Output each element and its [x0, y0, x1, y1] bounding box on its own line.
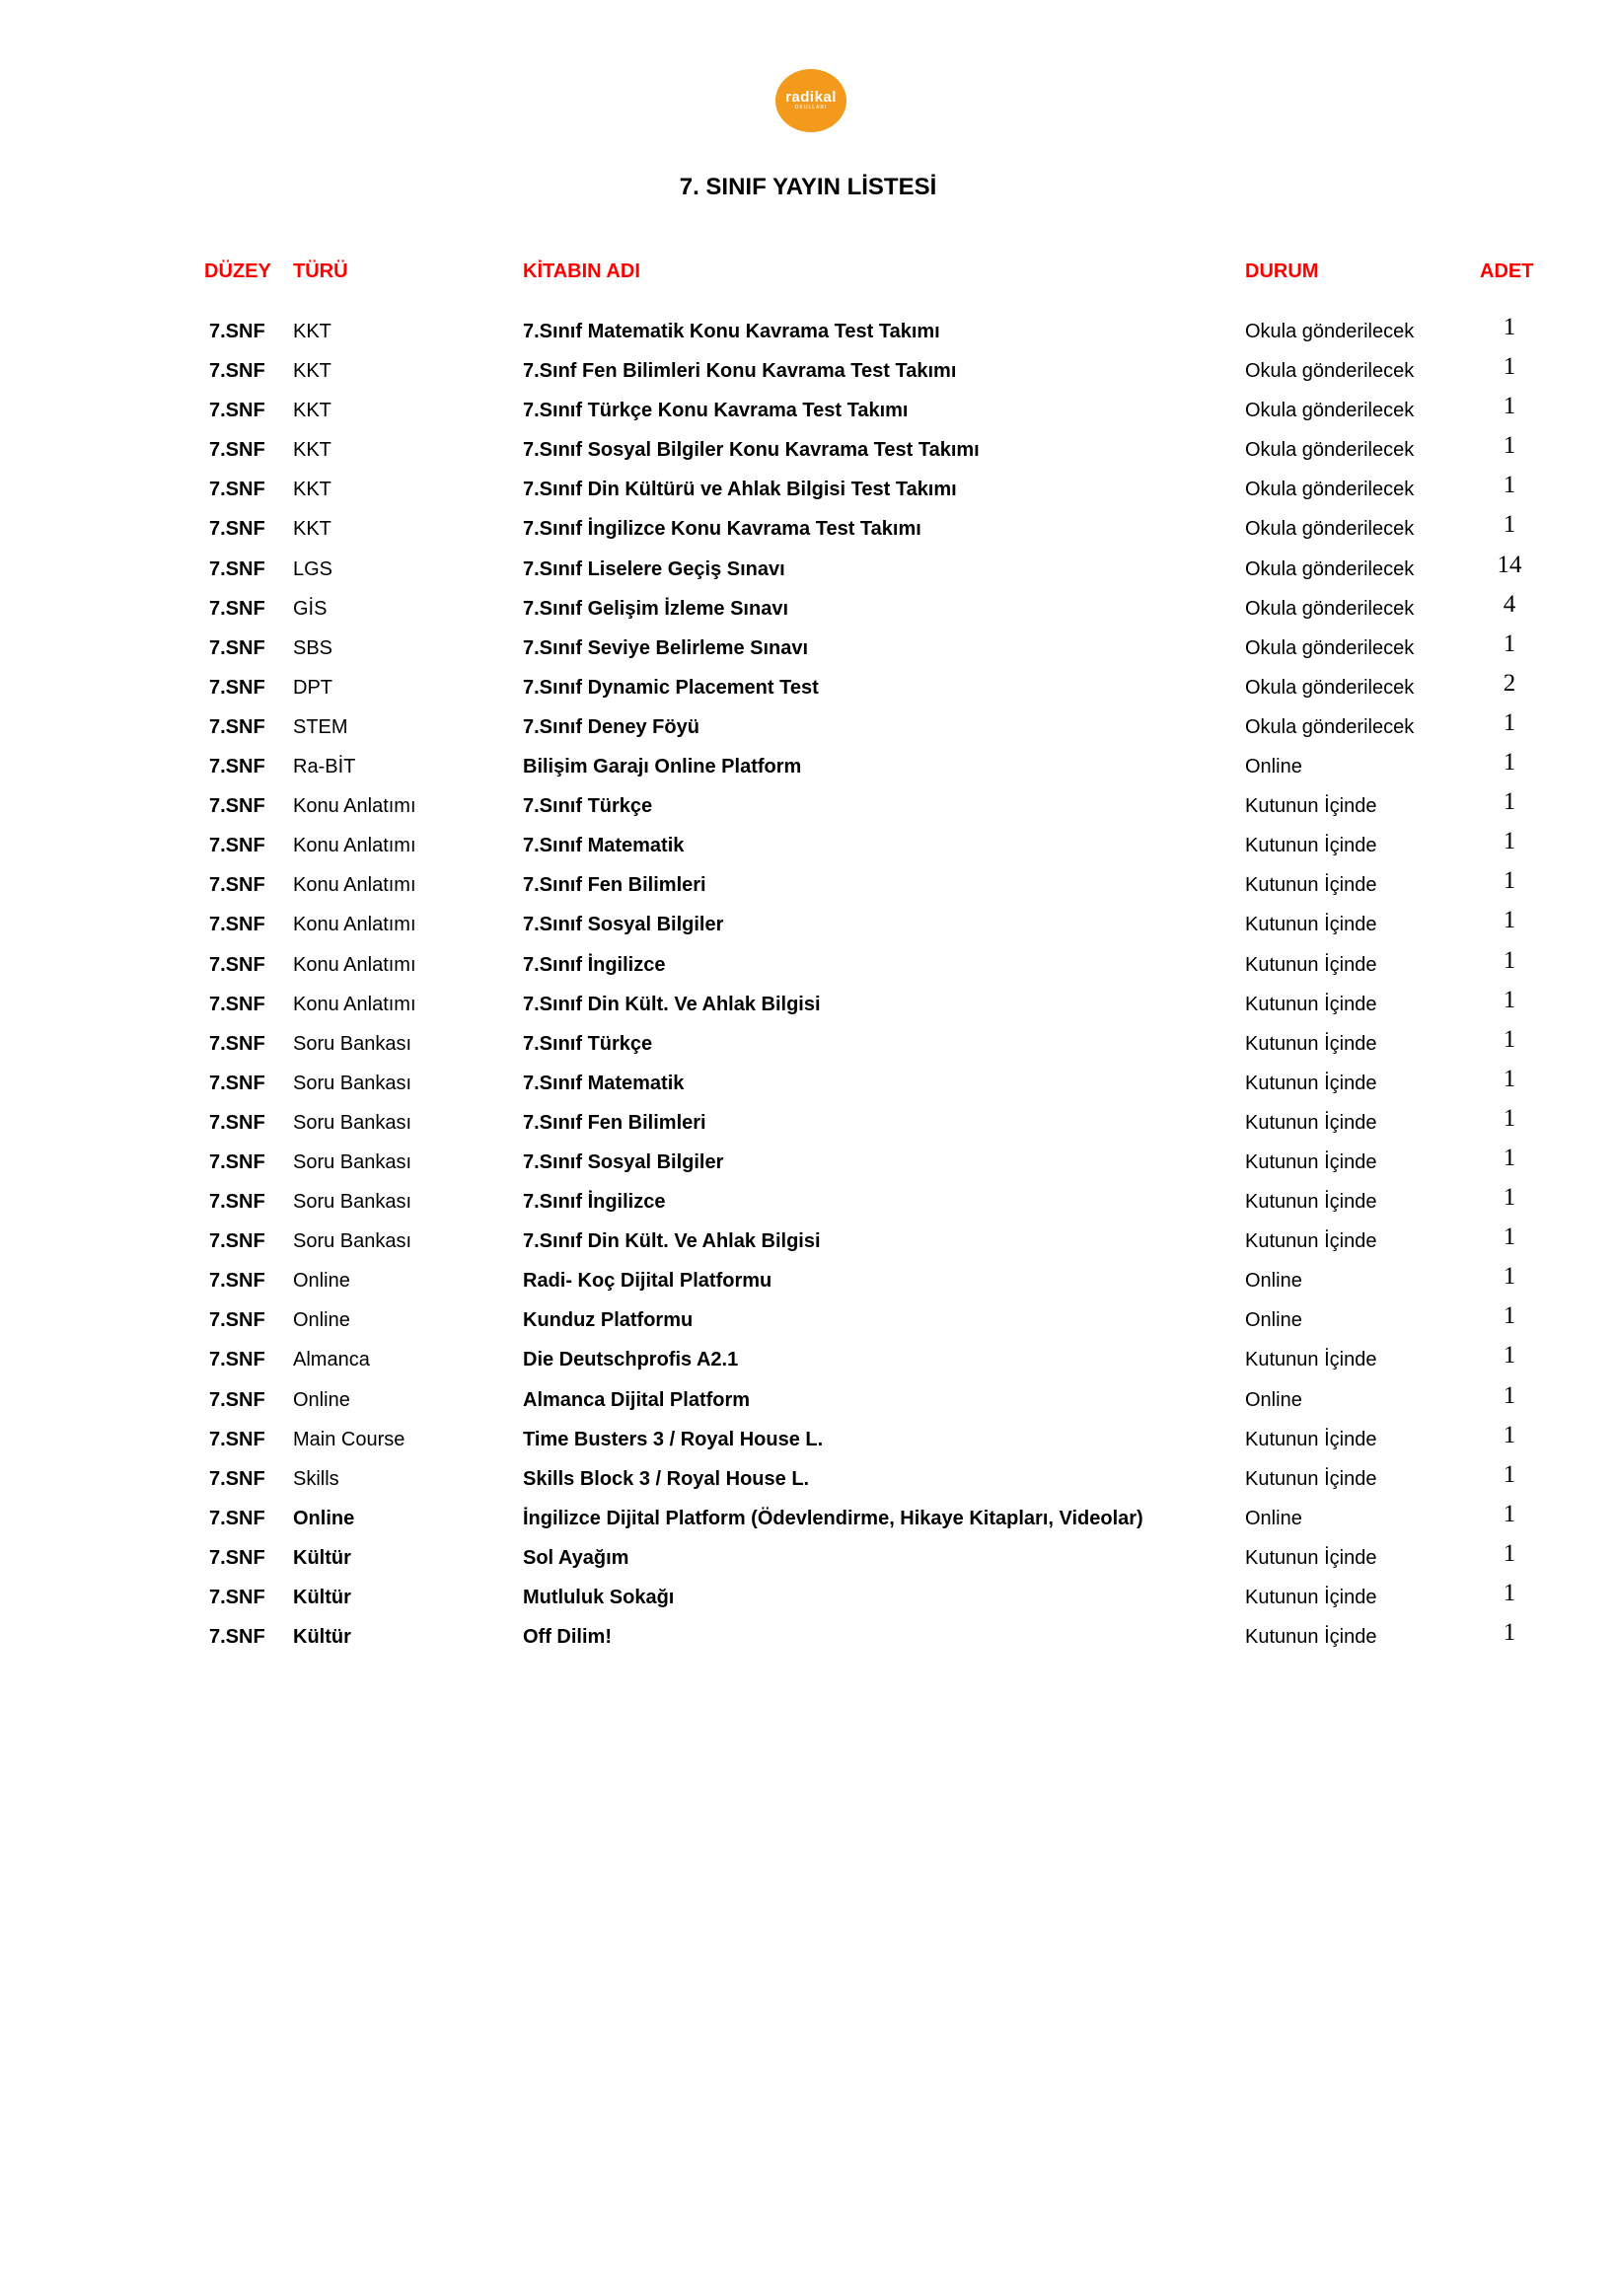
table-row: [0, 830, 1616, 869]
count-cell: 1: [1503, 432, 1516, 460]
type-cell: Konu Anlatımı: [293, 993, 416, 1015]
count-cell: 1: [1503, 1342, 1516, 1370]
type-cell: Soru Bankası: [293, 1150, 412, 1173]
type-cell: SBS: [293, 636, 333, 659]
header-type: TÜRÜ: [293, 260, 348, 282]
level-cell: 7.SNF: [209, 1191, 265, 1214]
book-name-cell: Sol Ayağım: [523, 1546, 629, 1569]
status-cell: Online: [1245, 1388, 1302, 1411]
type-cell: KKT: [293, 400, 331, 422]
table-row: [0, 708, 1616, 751]
count-cell: 1: [1503, 1263, 1516, 1291]
table-row: [0, 986, 1616, 1028]
table-row: [0, 316, 1616, 355]
count-cell: 1: [1503, 749, 1516, 777]
count-cell: 1: [1503, 1421, 1516, 1448]
table-row: [0, 395, 1616, 434]
book-name-cell: 7.Sınıf Sosyal Bilgiler Konu Kavrama Test Takımı: [523, 439, 980, 462]
page-title: 7. SINIF YAYIN LİSTESİ: [679, 174, 937, 200]
level-cell: 7.SNF: [209, 835, 265, 857]
type-cell: STEM: [293, 715, 348, 738]
status-cell: Kutunun İçinde: [1245, 1626, 1377, 1649]
table-row: [0, 434, 1616, 474]
book-name-cell: 7.Sınıf Sosyal Bilgiler: [523, 914, 724, 936]
level-cell: 7.SNF: [209, 1111, 265, 1134]
level-cell: 7.SNF: [209, 874, 265, 897]
level-cell: 7.SNF: [209, 993, 265, 1015]
count-cell: 2: [1503, 669, 1516, 697]
type-cell: Soru Bankası: [293, 1072, 412, 1094]
table-row: [0, 1144, 1616, 1186]
level-cell: 7.SNF: [209, 1072, 265, 1094]
book-name-cell: 7.Sınıf Liselere Geçiş Sınavı: [523, 557, 785, 580]
type-cell: Ra-BİT: [293, 756, 356, 778]
table-row: [0, 1304, 1616, 1344]
book-name-cell: 7.Sınıf Fen Bilimleri: [523, 1111, 706, 1134]
type-cell: KKT: [293, 518, 331, 541]
count-cell: 1: [1503, 1223, 1516, 1251]
table-row: [0, 632, 1616, 672]
count-cell: 1: [1503, 828, 1516, 855]
radikal-logo: [775, 69, 846, 132]
level-cell: 7.SNF: [209, 1467, 265, 1490]
book-name-cell: 7.Sınıf Gelişim İzleme Sınavı: [523, 597, 788, 620]
header-name: KİTABIN ADI: [523, 260, 640, 282]
book-name-cell: Off Dilim!: [523, 1626, 612, 1649]
table-row: [0, 669, 1616, 711]
status-cell: Online: [1245, 1507, 1302, 1529]
type-cell: Almanca: [293, 1349, 370, 1371]
level-cell: 7.SNF: [209, 1032, 265, 1055]
type-cell: Online: [293, 1309, 350, 1332]
type-cell: KKT: [293, 321, 331, 342]
status-cell: Okula gönderilecek: [1245, 321, 1415, 342]
book-name-cell: Radi- Koç Dijital Platformu: [523, 1270, 772, 1293]
status-cell: Kutunun İçinde: [1245, 874, 1377, 897]
type-cell: Konu Anlatımı: [293, 874, 416, 897]
book-name-cell: 7.Sınıf Matematik: [523, 1072, 685, 1094]
level-cell: 7.SNF: [209, 1587, 265, 1608]
book-name-cell: 7.Sınf Fen Bilimleri Konu Kavrama Test Takımı: [523, 360, 957, 383]
type-cell: Konu Anlatımı: [293, 914, 416, 936]
status-cell: Kutunun İçinde: [1245, 1587, 1377, 1608]
count-cell: 1: [1503, 353, 1516, 381]
level-cell: 7.SNF: [209, 557, 265, 580]
table-row: [0, 1460, 1616, 1503]
book-name-cell: 7.Sınıf Matematik: [523, 835, 685, 857]
status-cell: Kutunun İçinde: [1245, 1150, 1377, 1173]
type-cell: Online: [293, 1270, 350, 1293]
status-cell: Kutunun İçinde: [1245, 1111, 1377, 1134]
status-cell: Kutunun İçinde: [1245, 795, 1377, 818]
book-list-table: [0, 316, 1616, 1661]
table-row: [0, 869, 1616, 909]
status-cell: Online: [1245, 1270, 1302, 1293]
book-name-cell: Almanca Dijital Platform: [523, 1388, 751, 1411]
table-row: [0, 946, 1616, 989]
status-cell: Okula gönderilecek: [1245, 676, 1415, 699]
level-cell: 7.SNF: [209, 1230, 265, 1253]
count-cell: 1: [1503, 1381, 1516, 1409]
table-row: [0, 1225, 1616, 1265]
header-count: ADET: [1480, 260, 1534, 282]
status-cell: Kutunun İçinde: [1245, 1349, 1377, 1371]
book-name-cell: 7.Sınıf Din Kültürü ve Ahlak Bilgisi Test Takımı: [523, 479, 957, 501]
header-level: DÜZEY: [204, 260, 271, 282]
status-cell: Online: [1245, 1309, 1302, 1332]
table-row: [0, 751, 1616, 790]
table-row: [0, 355, 1616, 395]
count-cell: 1: [1503, 1065, 1516, 1092]
status-cell: Kutunun İçinde: [1245, 914, 1377, 936]
book-name-cell: 7.Sınıf Din Kült. Ve Ahlak Bilgisi: [523, 993, 821, 1015]
book-name-cell: 7.Sınıf Fen Bilimleri: [523, 874, 706, 897]
level-cell: 7.SNF: [209, 1150, 265, 1173]
count-cell: 1: [1503, 1539, 1516, 1567]
status-cell: Kutunun İçinde: [1245, 1230, 1377, 1253]
status-cell: Okula gönderilecek: [1245, 400, 1415, 422]
count-cell: 1: [1503, 1144, 1516, 1171]
table-row: [0, 1582, 1616, 1621]
level-cell: 7.SNF: [209, 321, 265, 342]
level-cell: 7.SNF: [209, 1270, 265, 1293]
status-cell: Okula gönderilecek: [1245, 715, 1415, 738]
table-row: [0, 1025, 1616, 1068]
type-cell: Soru Bankası: [293, 1230, 412, 1253]
type-cell: DPT: [293, 676, 332, 699]
level-cell: 7.SNF: [209, 795, 265, 818]
type-cell: Online: [293, 1507, 355, 1529]
book-name-cell: 7.Sınıf Türkçe Konu Kavrama Test Takımı: [523, 400, 909, 422]
count-cell: 1: [1503, 1184, 1516, 1212]
book-name-cell: 7.Sınıf Dynamic Placement Test: [523, 676, 819, 699]
status-cell: Kutunun İçinde: [1245, 1032, 1377, 1055]
status-cell: Kutunun İçinde: [1245, 835, 1377, 857]
book-name-cell: 7.Sınıf Türkçe: [523, 1032, 653, 1055]
count-cell: 1: [1503, 986, 1516, 1013]
table-row: [0, 1065, 1616, 1107]
status-cell: Kutunun İçinde: [1245, 1467, 1377, 1490]
table-row: [0, 1500, 1616, 1542]
level-cell: 7.SNF: [209, 439, 265, 462]
level-cell: 7.SNF: [209, 756, 265, 778]
count-cell: 1: [1503, 1580, 1516, 1606]
count-cell: 1: [1503, 1025, 1516, 1053]
book-name-cell: 7.Sınıf İngilizce: [523, 1191, 666, 1214]
book-name-cell: Mutluluk Sokağı: [523, 1587, 675, 1608]
level-cell: 7.SNF: [209, 518, 265, 541]
type-cell: Kültür: [293, 1546, 351, 1569]
count-cell: 1: [1503, 630, 1516, 657]
level-cell: 7.SNF: [209, 636, 265, 659]
status-cell: Okula gönderilecek: [1245, 479, 1415, 501]
logo-subtext: OKULLARI: [794, 105, 828, 111]
book-name-cell: Die Deutschprofis A2.1: [523, 1349, 739, 1371]
level-cell: 7.SNF: [209, 676, 265, 699]
type-cell: GİS: [293, 597, 328, 620]
count-cell: 1: [1503, 946, 1516, 974]
status-cell: Kutunun İçinde: [1245, 1428, 1377, 1450]
table-row: [0, 1381, 1616, 1424]
count-cell: 1: [1503, 1302, 1516, 1330]
level-cell: 7.SNF: [209, 360, 265, 383]
type-cell: Kültür: [293, 1587, 351, 1608]
level-cell: 7.SNF: [209, 1309, 265, 1332]
table-row: [0, 1539, 1616, 1582]
status-cell: Okula gönderilecek: [1245, 636, 1415, 659]
type-cell: Skills: [293, 1467, 339, 1490]
book-name-cell: İngilizce Dijital Platform (Ödevlendirme, Hikaye Kitapları, Videolar): [523, 1507, 1143, 1529]
level-cell: 7.SNF: [209, 1546, 265, 1569]
book-name-cell: 7.Sınıf Seviye Belirleme Sınavı: [523, 636, 809, 659]
table-row: [0, 1186, 1616, 1225]
book-name-cell: Skills Block 3 / Royal House L.: [523, 1467, 810, 1490]
book-name-cell: 7.Sınıf İngilizce Konu Kavrama Test Takımı: [523, 518, 921, 541]
table-row: [0, 1421, 1616, 1463]
type-cell: Online: [293, 1388, 350, 1411]
status-cell: Okula gönderilecek: [1245, 360, 1415, 383]
status-cell: Okula gönderilecek: [1245, 439, 1415, 462]
count-cell: 1: [1503, 708, 1516, 736]
level-cell: 7.SNF: [209, 597, 265, 620]
table-row: [0, 474, 1616, 513]
level-cell: 7.SNF: [209, 1349, 265, 1371]
table-row: [0, 590, 1616, 632]
level-cell: 7.SNF: [209, 479, 265, 501]
type-cell: Main Course: [293, 1428, 405, 1450]
book-name-cell: 7.Sınıf İngilizce: [523, 953, 666, 976]
count-cell: 1: [1503, 511, 1516, 539]
table-row: [0, 1621, 1616, 1661]
status-cell: Okula gönderilecek: [1245, 557, 1415, 580]
count-cell: 1: [1503, 788, 1516, 816]
header-status: DURUM: [1245, 260, 1319, 282]
count-cell: 1: [1503, 314, 1516, 340]
table-row: [0, 1104, 1616, 1147]
count-cell: 1: [1503, 1619, 1516, 1647]
table-row: [0, 1265, 1616, 1304]
book-name-cell: 7.Sınıf Türkçe: [523, 795, 653, 818]
book-name-cell: Kunduz Platformu: [523, 1309, 694, 1332]
count-cell: 1: [1503, 472, 1516, 499]
count-cell: 1: [1503, 867, 1516, 895]
level-cell: 7.SNF: [209, 1507, 265, 1529]
status-cell: Kutunun İçinde: [1245, 993, 1377, 1015]
type-cell: KKT: [293, 479, 331, 501]
type-cell: Konu Anlatımı: [293, 795, 416, 818]
level-cell: 7.SNF: [209, 1428, 265, 1450]
type-cell: Soru Bankası: [293, 1032, 412, 1055]
status-cell: Kutunun İçinde: [1245, 1546, 1377, 1569]
level-cell: 7.SNF: [209, 1388, 265, 1411]
level-cell: 7.SNF: [209, 715, 265, 738]
status-cell: Kutunun İçinde: [1245, 1072, 1377, 1094]
count-cell: 1: [1503, 1104, 1516, 1132]
count-cell: 1: [1503, 1500, 1516, 1527]
table-row: [0, 790, 1616, 830]
book-name-cell: Time Busters 3 / Royal House L.: [523, 1428, 824, 1450]
type-cell: KKT: [293, 439, 331, 462]
table-row: [0, 909, 1616, 948]
book-name-cell: 7.Sınıf Matematik Konu Kavrama Test Takımı: [523, 321, 940, 342]
type-cell: Soru Bankası: [293, 1111, 412, 1134]
type-cell: Konu Anlatımı: [293, 953, 416, 976]
type-cell: LGS: [293, 557, 333, 580]
count-cell: 1: [1503, 1460, 1516, 1488]
status-cell: Okula gönderilecek: [1245, 518, 1415, 541]
table-row: [0, 513, 1616, 553]
level-cell: 7.SNF: [209, 914, 265, 936]
logo-wordmark: radikal: [785, 89, 837, 106]
type-cell: Kültür: [293, 1626, 351, 1649]
level-cell: 7.SNF: [209, 1626, 265, 1649]
count-cell: 1: [1503, 393, 1516, 420]
count-cell: 14: [1497, 551, 1522, 578]
type-cell: Konu Anlatımı: [293, 835, 416, 857]
type-cell: KKT: [293, 360, 331, 383]
status-cell: Kutunun İçinde: [1245, 953, 1377, 976]
book-name-cell: Bilişim Garajı Online Platform: [523, 756, 802, 778]
level-cell: 7.SNF: [209, 400, 265, 422]
type-cell: Soru Bankası: [293, 1191, 412, 1214]
book-name-cell: 7.Sınıf Deney Föyü: [523, 715, 699, 738]
count-cell: 1: [1503, 907, 1516, 934]
status-cell: Okula gönderilecek: [1245, 597, 1415, 620]
status-cell: Online: [1245, 756, 1302, 778]
status-cell: Kutunun İçinde: [1245, 1191, 1377, 1214]
table-row: [0, 1344, 1616, 1383]
count-cell: 4: [1503, 590, 1516, 618]
level-cell: 7.SNF: [209, 953, 265, 976]
book-name-cell: 7.Sınıf Din Kült. Ve Ahlak Bilgisi: [523, 1230, 821, 1253]
book-name-cell: 7.Sınıf Sosyal Bilgiler: [523, 1150, 724, 1173]
table-row: [0, 551, 1616, 593]
